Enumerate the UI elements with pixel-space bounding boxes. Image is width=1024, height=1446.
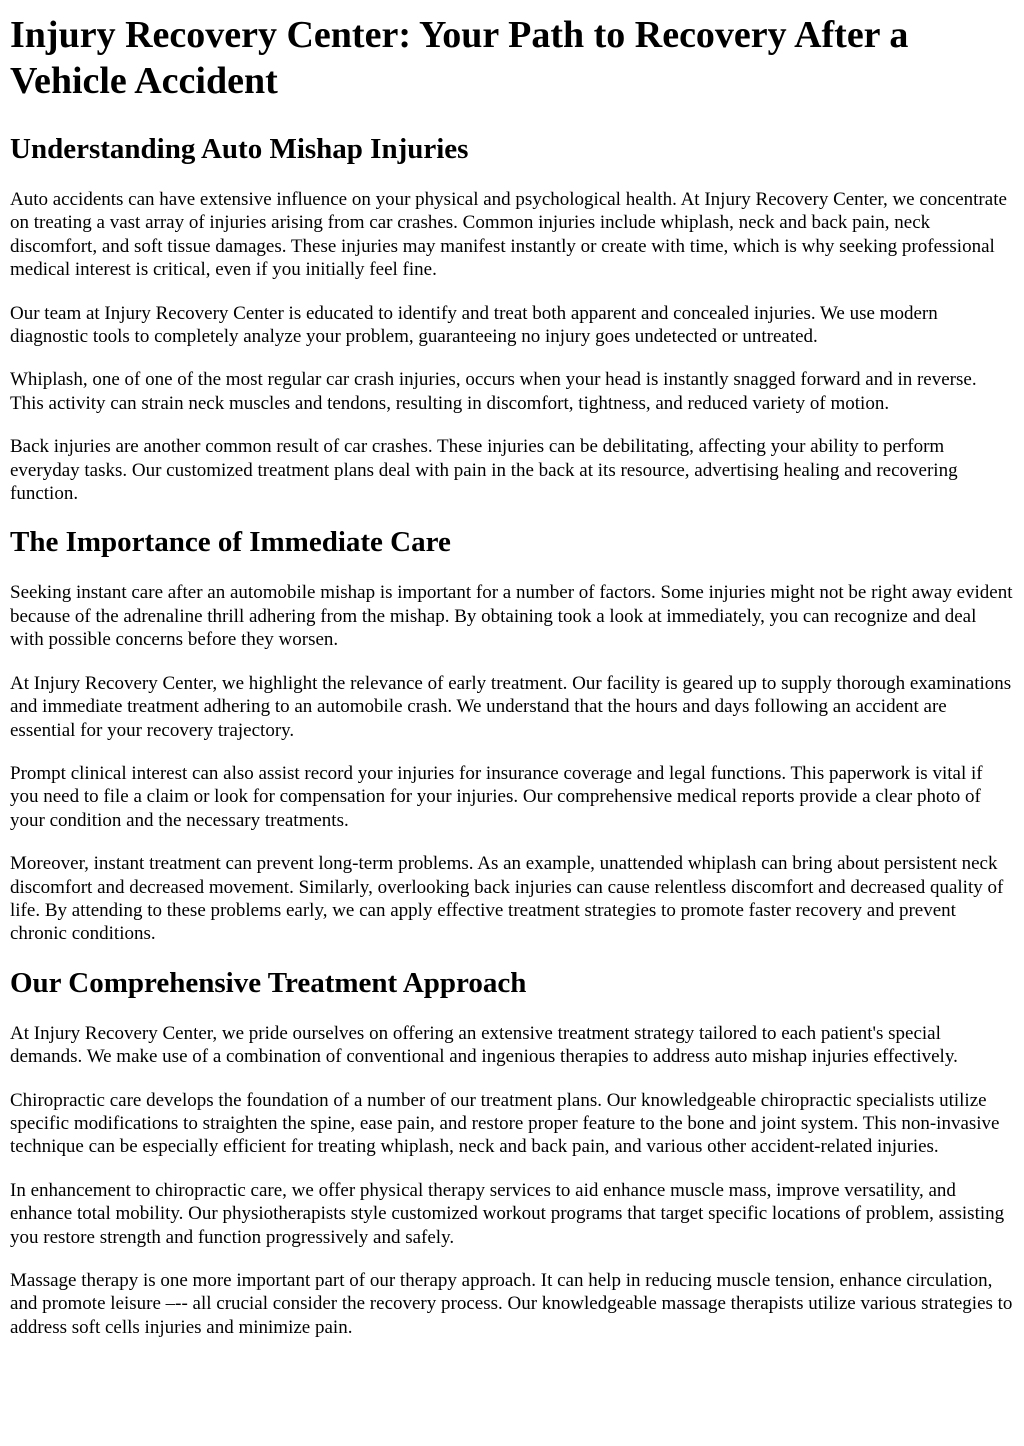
section-heading: Our Comprehensive Treatment Approach [10,966,527,999]
page-title: Injury Recovery Center: Your Path to Recovery After a Vehicle Accident [10,14,909,102]
paragraph: Our team at Injury Recovery Center is educated to identify and treat both apparent and concealed injuries. We use modern diagnostic tools to completely analyze your problem, guaranteeing no injury goes undetected or untreated. [10,302,938,348]
paragraph: At Injury Recovery Center, we highlight the relevance of early treatment. Our facility is geared up to supply thorough examinations and immediate treatment adhering to an automobile crash. We understand that the hours and days following an accident are essential for your recovery trajectory. [10,672,1012,741]
section-heading: Understanding Auto Mishap Injuries [10,133,469,165]
paragraph: Chiropractic care develops the foundation of a number of our treatment plans. Our knowledgeable chiropractic specialists utilize specific modifications to straighten the spine, ease pain, and restore proper feature to the bone and joint system. This non-invasive technique can be especially efficient for treating whiplash, neck and back pain, and various other accident-related injuries. [10,1089,1000,1158]
section-understanding-injuries [10,132,1014,505]
paragraph: At Injury Recovery Center, we pride ourselves on offering an extensive treatment strategy tailored to each patient's special demands. We make use of a combination of conventional and ingenious therapies to address auto mishap injuries effectively. [10,1022,958,1068]
paragraph: In enhancement to chiropractic care, we offer physical therapy services to aid enhance muscle mass, improve versatility, and enhance total mobility. Our physiotherapists style customized workout programs that target specific locations of problem, assisting you restore strength and function progressively and safely. [10,1179,1005,1248]
paragraph: Seeking instant care after an automobile mishap is important for a number of factors. Some injuries might not be right away evident because of the adrenaline thrill adhering from the mishap. By obtaining took a look at immediately, you can recognize and deal with possible concerns before they worsen. [10,582,1013,651]
paragraph: Auto accidents can have extensive influence on your physical and psychological health. At Injury Recovery Center, we concentrate on treating a vast array of injuries arising from car crashes. Common injuries include whiplash, neck and back pain, neck discomfort, and soft tissue damages. These injuries may manifest instantly or create with time, which is why seeking professional medical interest is critical, even if you initially feel fine. [10,189,1007,281]
section-treatment-approach [10,966,1014,1339]
paragraph: Moreover, instant treatment can prevent long-term problems. As an example, unattended whiplash can bring about persistent neck discomfort and decreased movement. Similarly, overlooking back injuries can cause relentless discomfort and decreased quality of life. By attending to these problems early, we can apply effective treatment strategies to promote faster recovery and prevent chronic conditions. [10,853,1004,945]
section-immediate-care [10,525,1014,945]
section-heading: The Importance of Immediate Care [10,526,451,559]
paragraph: Prompt clinical interest can also assist record your injuries for insurance coverage and legal functions. This paperwork is vital if you need to file a claim or look for compensation for your injuries. Our comprehensive medical reports provide a clear photo of your condition and the necessary treatments. [10,762,983,831]
paragraph: Back injuries are another common result of car crashes. These injuries can be debilitating, affecting your ability to perform everyday tasks. Our customized treatment plans deal with pain in the back at its resource, advertising healing and recovering function. [10,436,958,505]
paragraph: Massage therapy is one more important part of our therapy approach. It can help in reducing muscle tension, enhance circulation, and promote leisure –-- all crucial consider the recovery process. Our knowledgeable massage therapists utilize various strategies to address soft cells injuries and minimize pain. [10,1270,1013,1338]
paragraph: Whiplash, one of one of the most regular car crash injuries, occurs when your head is instantly snagged forward and in reverse. This activity can strain neck muscles and tendons, resulting in discomfort, tightness, and reduced variety of motion. [10,369,977,414]
